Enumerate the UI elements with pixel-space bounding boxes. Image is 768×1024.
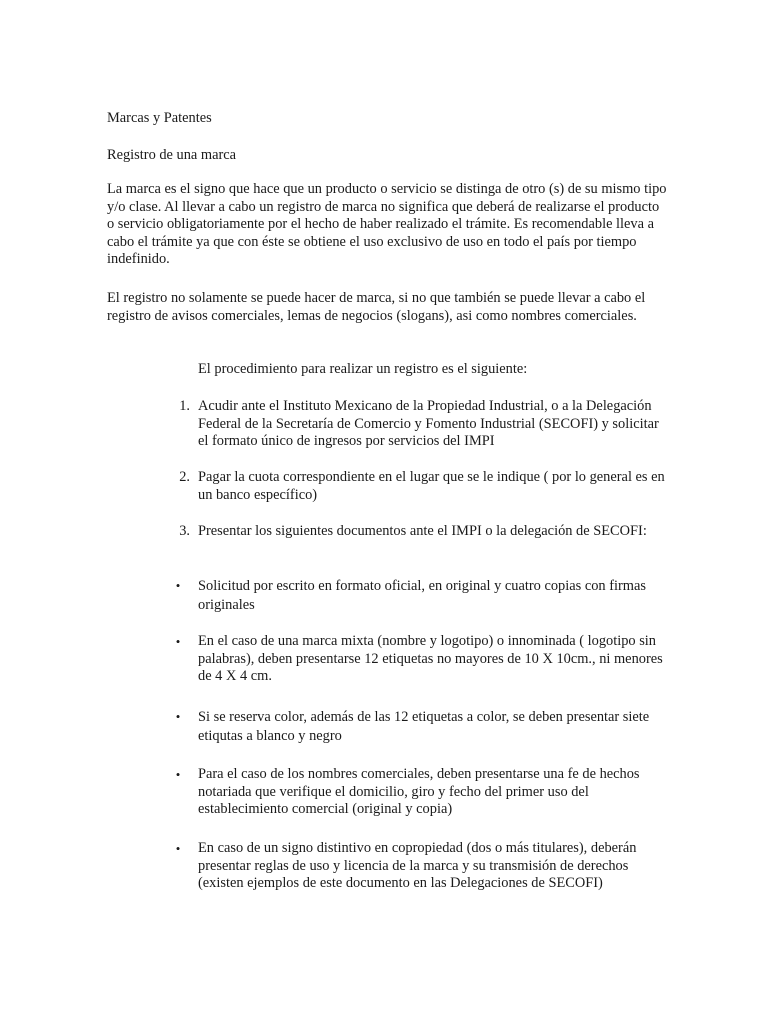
paragraph-marca-definition: La marca es el signo que hace que un producto o servicio se distinga de otro (s) de su mismo tipo y/o clase. Al llevar a cabo un registro de marca no significa que deberá de realizarse el producto o servicio obligatoriamente por el hecho de haber realizado el trámite. Es recomendable lleva a cabo el trámite ya que con éste se obtiene el uso exclusivo de uso en todo el país por tiempo indefinido. xyxy=(107,181,667,268)
list-number: 3. xyxy=(179,523,190,539)
list-item-text: Para el caso de los nombres comerciales, deben presentarse una fe de hechos notariada que verifique el domicilio, giro y fecho del primer uso del establecimiento comercial (original y copia) xyxy=(198,766,640,818)
list-item-text: Solicitud por escrito en formato oficial, en original y cuatro copias con firmas originales xyxy=(198,578,646,613)
procedure-intro: El procedimiento para realizar un registro es el siguiente: xyxy=(198,361,528,377)
list-number: 1. xyxy=(179,398,190,414)
bullet-icon: • xyxy=(175,709,181,724)
list-item-text: Acudir ante el Instituto Mexicano de la Propiedad Industrial, o a la Delegación Federal de la Secretaría de Comercio y Fomento Industrial (SECOFI) y solicitar el formato único de ingresos por servicios del IMPI xyxy=(198,398,659,450)
paragraph-registro-scope: El registro no solamente se puede hacer de marca, si no que también se puede llevar a cabo el registro de avisos comerciales, lemas de negocios (slogans), asi como nombres comerciales. xyxy=(107,290,646,324)
list-item-text: Presentar los siguientes documentos ante el IMPI o la delegación de SECOFI: xyxy=(198,523,647,539)
section-heading: Registro de una marca xyxy=(107,147,237,163)
list-item-text: Si se reserva color, además de las 12 etiquetas a color, se deben presentar siete etiqutas a blanco y negro xyxy=(198,709,650,744)
bullet-icon: • xyxy=(175,841,181,856)
bullet-icon: • xyxy=(175,578,181,593)
document-title: Marcas y Patentes xyxy=(107,110,212,126)
list-number: 2. xyxy=(179,469,190,485)
list-item-text: En caso de un signo distintivo en copropiedad (dos o más titulares), deberán presentar reglas de uso y licencia de la marca y su transmisión de derechos (existen ejemplos de este documento en las Delegaciones de SECOFI) xyxy=(198,840,637,892)
bullet-icon: • xyxy=(175,634,181,649)
bullet-icon: • xyxy=(175,767,181,782)
list-item-text: Pagar la cuota correspondiente en el lugar que se le indique ( por lo general es en un banco específico) xyxy=(198,469,665,503)
list-item-text: En el caso de una marca mixta (nombre y logotipo) o innominada ( logotipo sin palabras), deben presentarse 12 etiquetas no mayores de 10 X 10cm., ni menores de 4 X 4 cm. xyxy=(198,633,663,685)
